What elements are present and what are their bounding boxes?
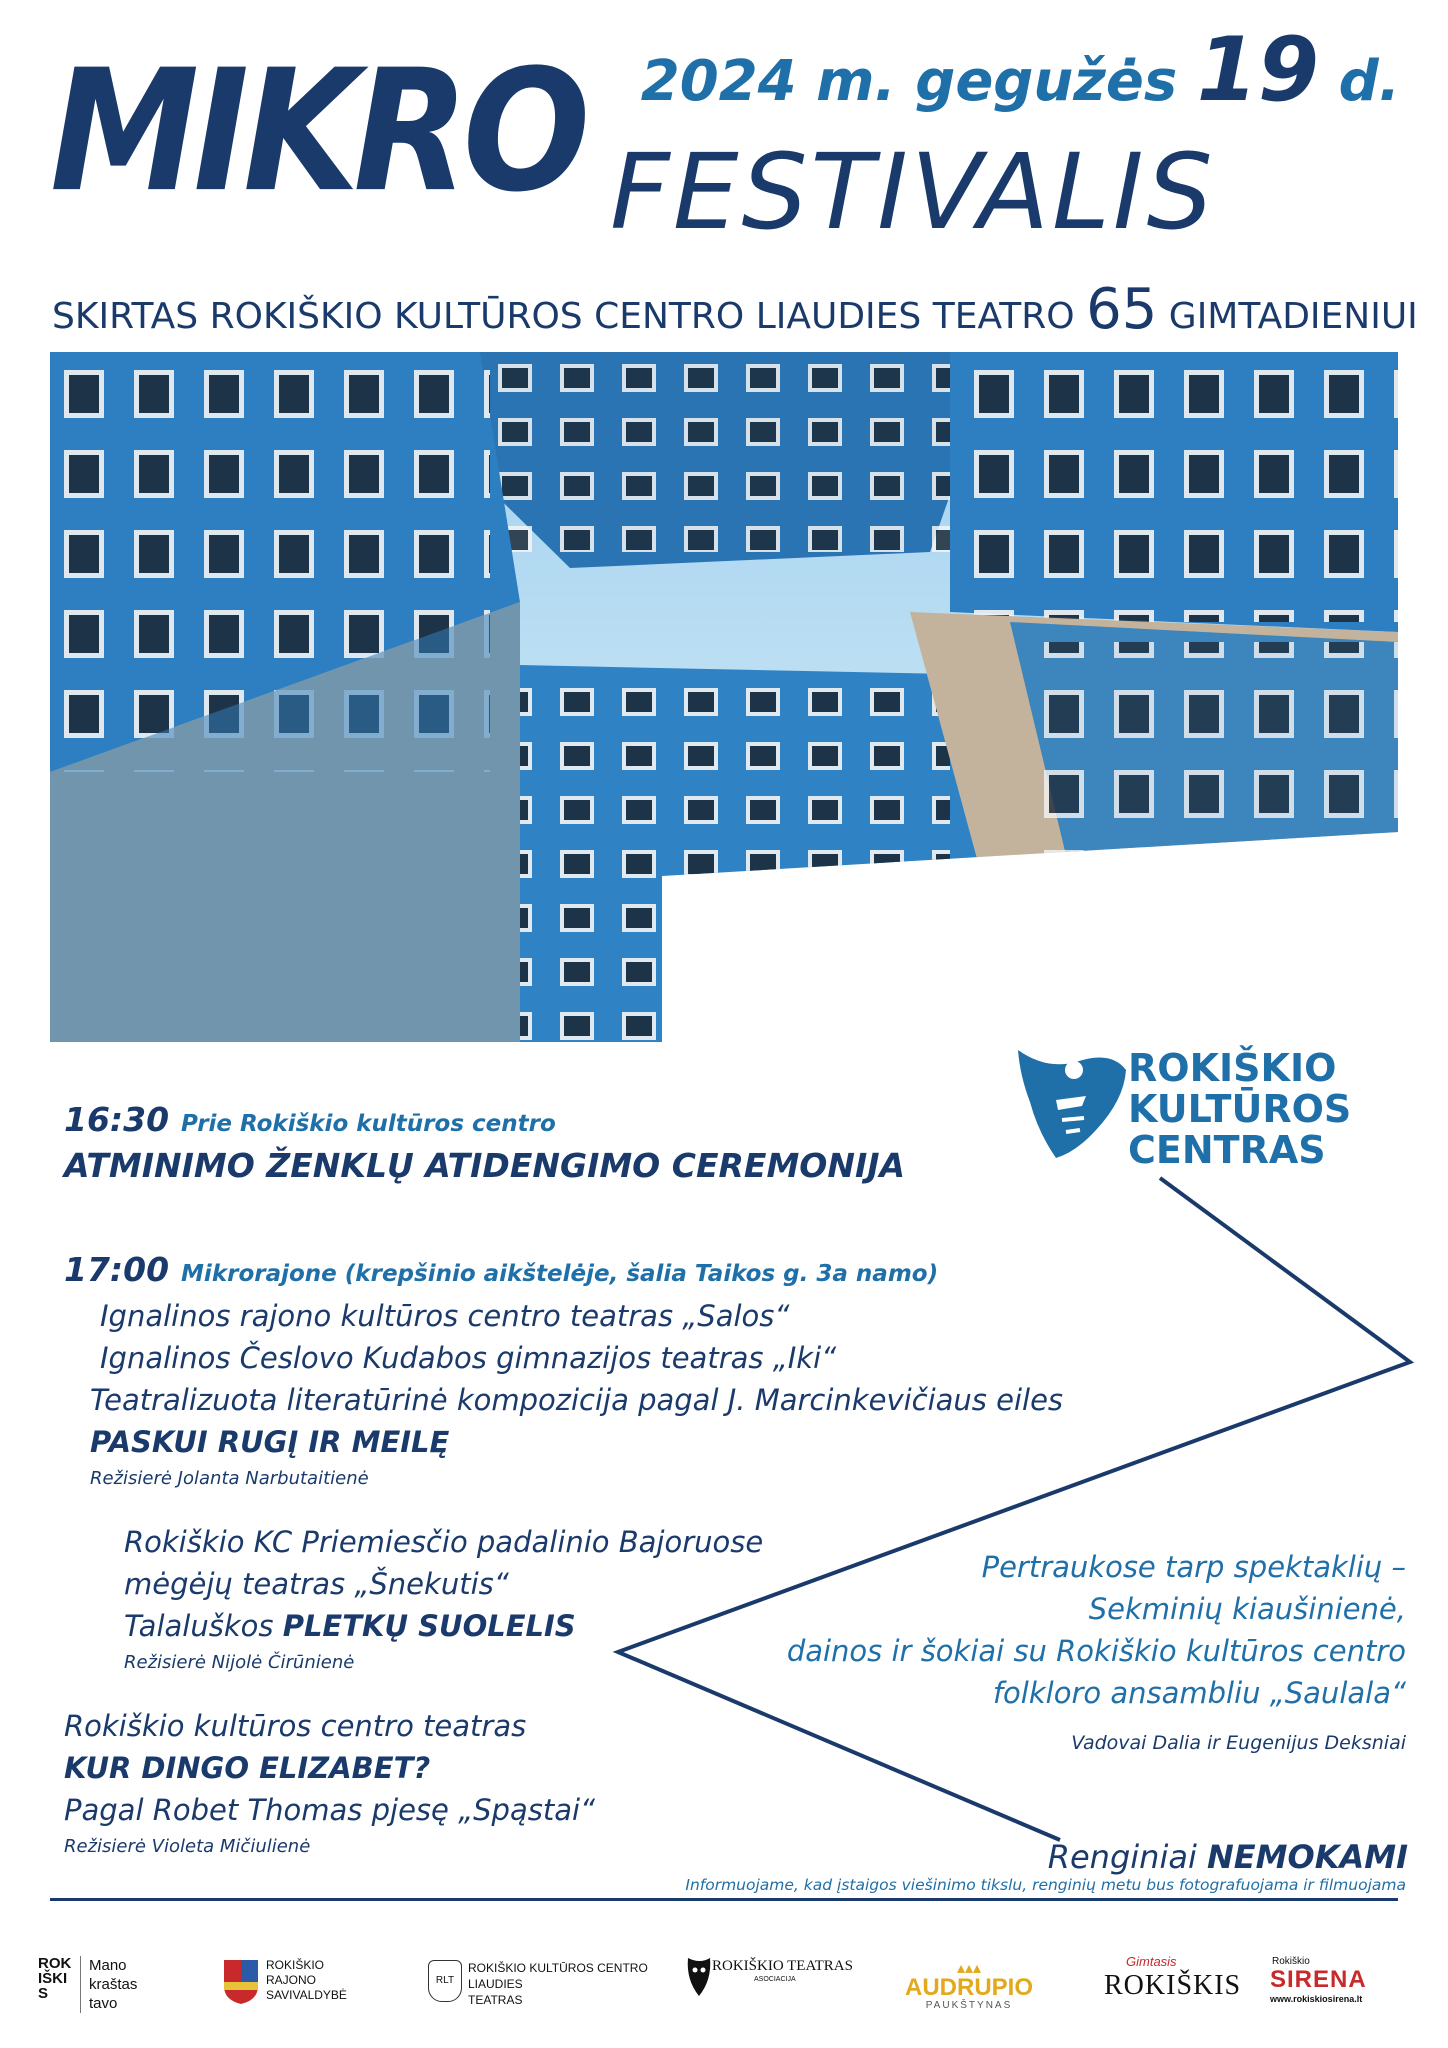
event2-title: PASKUI RUGĮ IR MEILĘ [90,1425,450,1459]
logo-line-2: KULTŪROS [1128,1087,1352,1131]
theatre-masks-icon [684,1956,714,2002]
date-prefix: 2024 m. gegužės [640,49,1178,114]
date-suffix: d. [1338,49,1400,114]
sponsor2-line-2: RAJONO [266,1973,317,1987]
event1-time: 16:30 [64,1100,170,1139]
event4-title: KUR DINGO ELIZABET? [64,1751,431,1785]
festival-title-mikro: MIKRO [50,34,585,230]
date-day: 19 [1196,18,1320,121]
event1-place: Prie Rokiškio kultūros centro [181,1111,556,1137]
sponsor1-slogan [80,1956,137,2013]
coat-of-arms-icon [222,1958,260,2006]
sponsor2-line-1: ROKIŠKIO [266,1958,325,1972]
side-note [787,1546,1406,1714]
sponsor3-text [468,1960,648,2008]
event1-time-row [64,1100,556,1139]
logo-line-3: CENTRAS [1128,1128,1326,1172]
subtitle-start: SKIRTAS ROKIŠKIO KULTŪROS CENTRO LIAUDIES TEATRO [52,296,1075,337]
free-value: NEMOKAMI [1207,1838,1408,1876]
sponsor-rokiskis-region [38,1955,138,2012]
sponsor4-line-2: ASOCIACIJA [754,1976,796,1983]
logo-text [1128,1048,1351,1171]
event4-line-1: Rokiškio kultūros centro teatras [64,1709,527,1743]
sponsor7-url: www.rokiskiosirena.lt [1270,1994,1363,2004]
subtitle-number: 65 [1086,277,1158,342]
sponsor3-line-2: LIAUDIES [468,1977,523,1991]
event3-director: Režisierė Nijolė Čirūnienė [124,1652,355,1673]
event2-line-1: Ignalinos rajono kultūros centro teatras „Salos“ [100,1299,790,1333]
event3-line-1: Rokiškio KC Priemiesčio padalinio Bajoruose [124,1525,764,1559]
event3-title-prefix: Talaluškos [124,1609,274,1643]
event2-line-2: Ignalinos Česlovo Kudabos gimnazijos teatras „Iki“ [100,1341,837,1375]
sponsor1-slogan-1: Mano [89,1957,127,1974]
sponsor1-slogan-2: kraštas [89,1976,138,1993]
sponsor5-line-1: AUDRUPIO [904,1974,1033,2001]
free-admission [1048,1838,1408,1876]
event2-place: Mikrorajone (krepšinio aikštelėje, šalia Taikos g. 3a namo) [181,1261,939,1287]
event4-director: Režisierė Violeta Mičiulienė [64,1836,311,1857]
rlt-badge-icon: RLT [428,1960,462,2002]
sponsor-audrupio [896,1958,1042,2011]
sponsor5-line-2: PAUKŠTYNAS [925,2000,1013,2011]
side-note-line-1: Pertraukose tarp spektaklių – [981,1550,1406,1584]
sponsor7-top: Rokiškio [1272,1956,1310,1967]
event2-time: 17:00 [64,1250,170,1289]
side-note-leaders: Vadovai Dalia ir Eugenijus Deksniai [1071,1732,1406,1754]
bird-icon: ▴▴▴ [956,1960,982,1977]
event4-line-3: Pagal Robet Thomas pjesę „Spąstai“ [64,1793,596,1827]
footer-divider [50,1898,1398,1901]
sponsor2-line-3: SAVIVALDYBĖ [266,1988,347,2002]
logo-line-1: ROKIŠKIO [1128,1046,1337,1090]
event2-director: Režisierė Jolanta Narbutaitienė [90,1468,369,1489]
sponsor2-text [266,1958,347,2003]
sponsor1-logo: ROKIŠKIS [38,1955,72,2002]
event3-line-2: mėgėjų teatras „Šnekutis“ [124,1567,509,1601]
sponsor6-main: ROKIŠKIS [1104,1970,1242,2001]
subtitle-end: GIMTADIENIUI [1168,296,1418,337]
festival-title-festivalis: FESTIVALIS [610,131,1216,253]
side-note-line-3: dainos ir šokiai su Rokiškio kultūros centro [786,1634,1406,1668]
sponsor1-slogan-3: tavo [89,1995,118,2012]
sponsor7-main: SIRENA [1270,1966,1367,1993]
sponsor3-line-1: ROKIŠKIO KULTŪROS CENTRO [468,1961,648,1975]
event2-line-3: Teatralizuota literatūrinė kompozicija pagal J. Marcinkevičiaus eiles [90,1383,1064,1417]
sponsor6-script: Gimtasis [1126,1954,1177,1969]
event1-title: ATMINIMO ŽENKLŲ ATIDENGIMO CEREMONIJA [64,1146,906,1185]
sponsor4-line-1: ROKIŠKIO TEATRAS [712,1958,853,1974]
event3-title: PLETKŲ SUOLELIS [282,1609,576,1643]
side-note-line-4: folkloro ansambliu „Saulala“ [992,1676,1406,1710]
sponsor3-line-3: TEATRAS [468,1993,523,2007]
event2-time-row [64,1250,938,1289]
free-label: Renginiai [1047,1838,1197,1876]
filming-notice: Informuojame, kad įstaigos viešinimo tikslu, renginių metu bus fotografuojama ir filmuojama [685,1876,1406,1894]
event3-title-row [124,1609,576,1643]
mask-icon [1018,1050,1126,1158]
side-note-line-2: Sekminių kiaušinienė, [1088,1592,1406,1626]
